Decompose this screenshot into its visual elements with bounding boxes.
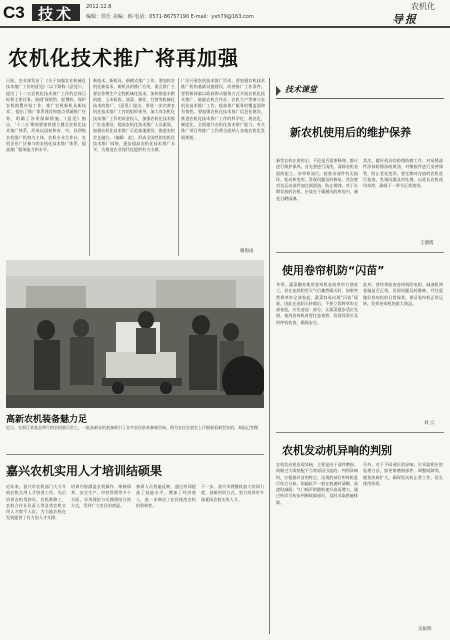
engine-col-1: 农机发动机出现异响，主要是由于部件磨损、间隙过大或装配不当等原因引起的。判别异响时，应根据声音的特点、出现的部位和时机进行综合分析。如敲缸声一般在低速时清晰，高速时减弱；气门响声则随转速升高而增大。通过听诊可初步判断故障部位，及时采取措施排除。 <box>276 462 358 505</box>
section-badge <box>32 4 80 21</box>
header-edition: 编辑：侯仕 美编：韩 电话：0571-86757190 E-mail：yxh79@163.com <box>86 14 254 20</box>
section-name: 技术 <box>38 5 75 23</box>
talent-col-4: 下一步，嘉兴市将继续加大培训力度，创新培训方式，努力培养更多高素质农机实用人才。 <box>201 484 264 502</box>
maintenance-col-1: 新型农机在使用后，不论是否需要修理，都应进行维护保养。首先要进行清洗，清除农机表面的泥土、杂草和油污，检查各部件有无损坏、松动和变形，发现问题及时修复。其次要对各运动部件加注润滑油，防止锈蚀。对于长期存放的农机，应放在干燥通风的库房内，避免日晒雨淋。 <box>276 158 358 201</box>
header-rule <box>0 26 450 28</box>
news-photo <box>6 260 264 408</box>
maintenance-author: 王德儒 <box>420 241 434 246</box>
header-date: 2012.12.8 <box>86 4 112 10</box>
headline: 农机化技术推广将再加强 <box>8 46 239 70</box>
article-title-curtain: 使用卷帘机防“闪苗” <box>282 264 385 277</box>
article-rule <box>276 252 444 253</box>
lead-col-2: 新技术、新机具、新模式推广工作。要加快农机化新技术、新机具的推广应用，重点推广主要农作物生产全程机械化技术，加快推进水稻机插、玉米机收、油菜、棉花、甘蔗等机械化技术的推广。《意见》提出，要进一步完善农机化技术推广工作的组织领导，加大对农机化技术推广工作的资金投入，加强农机化技术推广队伍建设，提高农机化技术推广人员素质，加强农机化技术推广示范基地建设，推进农机农艺融合。（编辑：赵），形成全国性的农机化技术推广网络，逐步提高农机化技术推广水平，为推进农业现代化提供有力支撑。 <box>93 78 175 153</box>
tech-class-label: 技术课堂 <box>285 85 317 94</box>
photo-caption: 近日，在浙江省某县举行的农机展示会上，一批高新农机装备吸引了众多农民前来参观咨询。图为农民在展会上仔细观看新型农机。本报记者摄 <box>6 425 258 430</box>
photo-illustration <box>6 260 264 408</box>
lead-col-1: 日前，农业部发布了《关于加强农业机械化技术推广工作的意见》（以下简称《意见》），提出了十二五农机化技术推广工作的总体目标和主要任务。围绕‘保供给、促增收、保护农机购置补贴工作、推广农机新机具新技术’，提出了推广体系建设和重点领域推广任务，明确了各项保障措施。《意见》指出，‘十二五’期间要加快建立健全农机化技术推广体系，形成以国家和省、市、县四级农机推广机构为主体，农机专业合作社、农机企业广泛参与的农机化技术推广体系，提高推广服务能力和水平。 <box>6 78 86 153</box>
column-divider <box>269 78 270 634</box>
section-code: C3 <box>3 3 25 22</box>
col-divider <box>178 78 179 256</box>
article-rule <box>276 432 444 433</box>
talent-title: 嘉兴农机实用人才培训结硕果 <box>6 464 163 478</box>
talent-col-3: 参训人员普遍反映，通过培训提高了技能水平，增加了经济收入，进一步调动了农民使用农机的积极性。 <box>136 484 196 508</box>
tech-class-banner <box>276 84 444 99</box>
curtain-col-1: 冬季，蔬菜棚室使用卷帘机卷放草帘方便省工，但在连续阴雪天气后骤然晴天时，如果突然将草帘全部卷起，蔬菜容易出现“闪苗”现象。因此在连阴天转晴后，不要立即将草帘全部卷起，应先卷起一部分，让蔬菜逐步适应光照。使用卷帘机时要注意观察，发现异常应及时停机检查，确保安全。 <box>276 282 358 325</box>
article-title-engine: 农机发动机异响的判别 <box>282 444 392 457</box>
talent-col-1: 近年来，嘉兴市农机部门大力开展农机实用人才培训工作，先后培训农机驾驶员、农机维修工、农机合作社负责人等各类农机实用人才数千人次，为当地农机化发展提供了有力的人才支撑。 <box>6 484 66 521</box>
masthead-logo: 导报 <box>392 13 418 26</box>
engine-author: 吴振明 <box>418 627 432 632</box>
talent-col-2: 培训内容涵盖农机操作、维修保养、安全生产、经营管理等多个方面，采用理论与实践相结合的方式，受到广大农民的欢迎。 <box>71 484 131 508</box>
masthead-small: 农机化 <box>411 2 435 11</box>
curtain-col-2: 此外，要经常检查卷帘机的电机、减速机和卷轴是否正常，发现问题及时维修，并注意做好卷帘机的日常保养，保证卷帘机正常运转，发挥卷帘机的最大效益。 <box>363 282 443 306</box>
lead-author: 谢海雨 <box>240 249 254 254</box>
section-rule <box>6 454 264 455</box>
col-divider <box>89 78 90 256</box>
curtain-author: 刘 云 <box>424 421 435 426</box>
bookmark-icon <box>276 86 281 96</box>
lead-col-3: 广泛开展农机技术推广活动，要加强农机技术推广机构基础设施建设，改善推广工作条件。要积极探索以政府购买服务方式开展农机化技术推广，鼓励农机合作社、农机大户等参与农机化技术推广工作，提高推广服务的覆盖面和有效性。要加强农机化技术推广信息化建设，推进农机化技术推广工作的科学化、规范化、制度化，全面提升农机化技术推广能力。有关推广项目和推广工作将全面纳入各地农机化发展规划。 <box>181 78 265 140</box>
article-title-maintenance: 新农机使用后的维护保养 <box>290 126 411 139</box>
photo-title: 高新农机装备魅力足 <box>6 415 88 425</box>
section-header <box>0 0 450 26</box>
maintenance-col-2: 其次，做好机具的防锈防腐工作，对易锈部件涂抹防锈油或黄油，对橡胶件进行妥善保管，防止老化变形。要定期对存放的农机进行检查，发现问题及时处理，以延长农机使用寿命，确保下一季节正常使用。 <box>363 158 443 189</box>
engine-col-2: 另外，对于不同部位的异响，应采取相应的处理方法，如更换磨损部件、调整间隙等，避免故障扩大，确保发动机正常工作，延长使用寿命。 <box>363 462 443 486</box>
